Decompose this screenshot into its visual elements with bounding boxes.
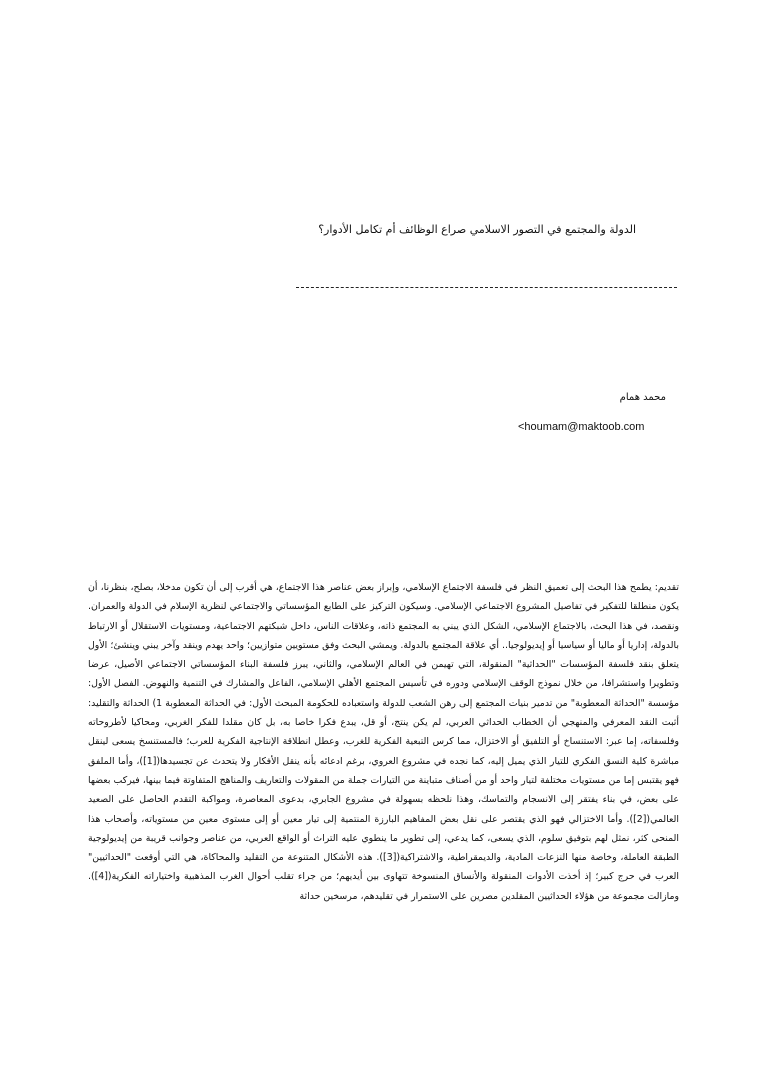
- author-email[interactable]: <houmam@maktoob.com: [518, 421, 645, 433]
- body-paragraph: تقديم: يطمح هذا البحث إلى تعميق النظر في فلسفة الاجتماع الإسلامي، وإبراز بعض عناصر هذا الاجتماع، هي أقرب إلى أن تكون مدخلا، بصلح، بنظرنا، أن يكون منطلقا للتفكير في تفاصيل المشروع الاجتماعي الإسلامي. وسيكون التركيز على الطابع المؤسساتي والاجتماعي لنظرية الإسلام في الدولة والعمران. ونقصد، في هذا البحث، بالاجتماع الإسلامي، الشكل الذي يبني به المجتمع ذاته، وعلاقات الناس، داخل شبكتهم الاجتماعية، ومستويات الاستقلال أو الارتباط بالدولة، إداريا أو ماليا أو سياسيا أو إيديولوجيا.. أي علاقة المجتمع بالدولة. ويمشي البحث وفق مستويين متوازيين؛ واحد يهدم وينقد وآخر يبني وينشئ؛ الأول يتعلق بنقد فلسفة المؤسسات "الحداثية" المنقولة، التي تهيمن في العالم الإسلامي، والثاني، يبرز فلسفة البناء المؤسساتي الاجتماعي الأصيل، عرضا وتطويرا واستشرافا، من خلال نموذج الوقف الإسلامي ودوره في تأسيس المجتمع الأهلي الإسلامي، الفاعل والمشارك في التنمية والنهوض. الفصل الأول: مؤسسة "الحداثة المعطوبة" من تدمير بنيات المجتمع إلى رهن الشعب للدولة واستعباده للحكومة المبحث الأول: في الحداثة المعطوبة 1) الحداثة والتقليد: أثبت النقد المعرفي والمنهجي أن الخطاب الحداثي العربي، لم يكن ينتج، أو قل، يبدع فكرا خاصا به، بل كان مقلدا للفكر الغربي، ومحاكيا لأطروحاته وفلسفاته، إما عبر: الاستنساخ أو التلفيق أو الاختزال، مما كرس التبعية الفكرية للغرب، وعطل انطلاقة الإنتاجية الفكرية للعرب؛ فالمستنسخ يسعى لينقل مباشرة كلية النسق الفكري للتيار الذي يميل إليه، كما نجده في مشروع العروي، برغم ادعائه بأنه ينقل الأفكار ولا يتحدث عن تجسيدها([1])، وأما الملفق فهو يقتبس إما من مستويات مختلفة لتيار واحد أو من أصناف متباينة من التيارات جملة من المقولات والتعاريف والمناهج المتفاوتة فيما بينها، فيركب بعضها على بعض، في بناء يفتقر إلى الانسجام والتماسك، وهذا نلحظه بسهولة في مشروع الجابري، بدعوى المعاصرة، ومواكبة التقدم الحاصل على الصعيد العالمي([2]). وأما الاختزالي فهو الذي يقتصر على نقل بعض المفاهيم البارزة المنتمية إلى تيار معين أو إلى مستوى معين من مستوياته، وأصحاب هذا المنحى كثر، نمثل لهم بتوفيق سلوم، الذي يسعى، كما يدعي، إلى تطوير ما ينطوي عليه التراث أو الواقع العربي، من عناصر وجوانب قريبة من إيديولوجية الطبقة العاملة، وخاصة منها النزعات المادية، والديمقراطية، والاشتراكية([3]). هذه الأشكال المتنوعة من التقليد والمحاكاة، هي التي أوقعت "الحداثيين" العرب في حرج كبير؛ إذ أخذت الأدوات المنقولة والأنساق المنسوخة تتهاوى بين أيديهم؛ من جراء تقلب أحوال الغرب المذهبية واختياراته الفكرية([4]). ومازالت مجموعة من هؤلاء الحداثيين المقلدين مصرين على الاستمرار في تقليدهم، مرسخين حداثة: [88, 582, 679, 902]
- separator-line: [296, 287, 677, 288]
- author-name: محمد همام: [619, 392, 666, 403]
- document-title: الدولة والمجتمع في التصور الاسلامي صراع الوظائف أم تكامل الأدوار؟: [318, 223, 636, 236]
